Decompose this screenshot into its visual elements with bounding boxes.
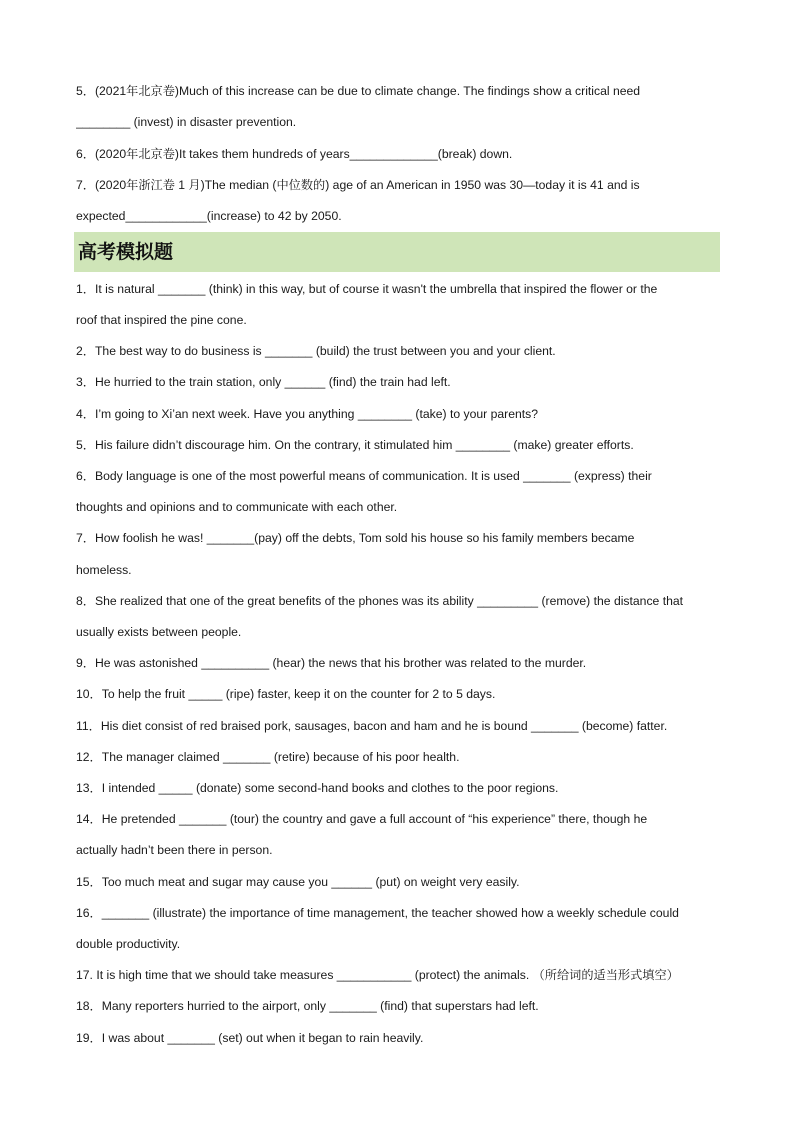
question-line: 10．To help the fruit _____ (ripe) faster, keep it on the counter for 2 to 5 days. — [76, 687, 496, 701]
question-line: 19．I was about _______ (set) out when it began to rain heavily. — [76, 1031, 424, 1045]
question-line: 13．I intended _____ (donate) some second-hand books and clothes to the poor regions. — [76, 781, 559, 795]
question-line: 6．Body language is one of the most powerful means of communication. It is used _______ (express) their — [76, 469, 652, 483]
question-line: 17. It is high time that we should take measures ___________ (protect) the animals. （所给词的适当形式填空） — [76, 968, 679, 982]
question-line: 5．His failure didn’t discourage him. On the contrary, it stimulated him ________ (make) greater efforts. — [76, 438, 634, 452]
question-line: 15．Too much meat and sugar may cause you ______ (put) on weight very easily. — [76, 875, 520, 889]
question-line: 12．The manager claimed _______ (retire) because of his poor health. — [76, 750, 460, 764]
question-line: 7．(2020年浙江卷 1 月)The median (中位数的) age of an American in 1950 was 30—today it is 41 and is — [76, 178, 640, 192]
question-line: 9．He was astonished __________ (hear) the news that his brother was related to the murder. — [76, 656, 587, 670]
question-line: 6．(2020年北京卷)It takes them hundreds of years_____________(break) down. — [76, 147, 513, 161]
question-line: usually exists between people. — [76, 625, 242, 639]
question-line: 5．(2021年北京卷)Much of this increase can be due to climate change. The findings show a critical need — [76, 84, 641, 98]
section-header — [74, 232, 720, 272]
question-line: 2．The best way to do business is _______ (build) the trust between you and your client. — [76, 344, 556, 358]
question-line: double productivity. — [76, 937, 181, 951]
question-line: 18．Many reporters hurried to the airport, only _______ (find) that superstars had left. — [76, 999, 539, 1013]
question-line: 11．His diet consist of red braised pork, sausages, bacon and ham and he is bound _______ (become) fatter. — [76, 719, 668, 733]
question-line: 8．She realized that one of the great benefits of the phones was its ability _________ (remove) the distance that — [76, 594, 684, 608]
question-line: thoughts and opinions and to communicate with each other. — [76, 500, 398, 514]
question-line: expected____________(increase) to 42 by 2050. — [76, 209, 342, 223]
question-line: 1．It is natural _______ (think) in this way, but of course it wasn't the umbrella that inspired the flower or the — [76, 282, 658, 296]
question-line: actually hadn’t been there in person. — [76, 843, 273, 857]
question-line: 7．How foolish he was! _______(pay) off the debts, Tom sold his house so his family members became — [76, 531, 635, 545]
question-line: 3．He hurried to the train station, only ______ (find) the train had left. — [76, 375, 451, 389]
question-line: 4．I’m going to Xi’an next week. Have you anything ________ (take) to your parents? — [76, 407, 539, 421]
question-line: roof that inspired the pine cone. — [76, 313, 247, 327]
question-line: 14．He pretended _______ (tour) the country and gave a full account of “his experience” there, though he — [76, 812, 648, 826]
question-line: 16．_______ (illustrate) the importance of time management, the teacher showed how a weekly schedule could — [76, 906, 679, 920]
section-title: 高考模拟题 — [78, 241, 174, 263]
question-line: homeless. — [76, 563, 132, 577]
question-line: ________ (invest) in disaster prevention. — [76, 115, 297, 129]
